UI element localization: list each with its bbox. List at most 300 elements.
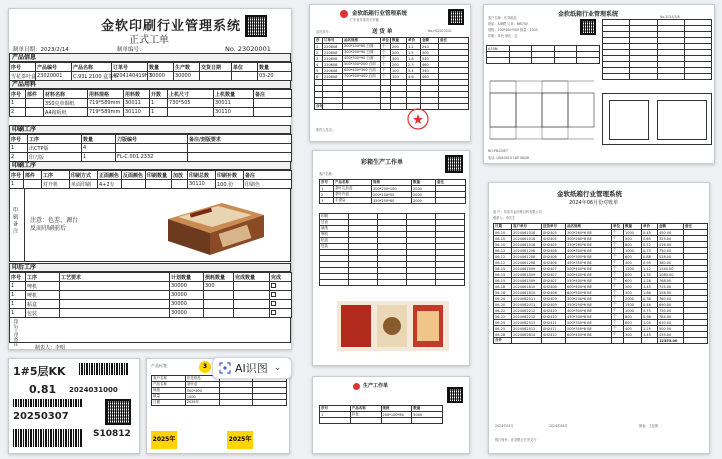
- section-material: 产品用料: [9, 80, 291, 89]
- statement-cell: 1.25: [642, 326, 658, 332]
- statement-cell: 500*350*6 BE: [566, 320, 612, 326]
- statement-cell: 600: [624, 254, 642, 260]
- statement-cell: 450*300*8 BE: [566, 314, 612, 320]
- invoice-cell: 1.5: [407, 50, 421, 56]
- invoice-cell: 100: [391, 74, 407, 80]
- invoice-phone: 送货单号：: [316, 30, 332, 34]
- post-checkbox[interactable]: [270, 282, 292, 291]
- statement-cell: 06-28: [494, 332, 512, 338]
- statement-cell: 个: [612, 236, 624, 242]
- invoice-cell: 200*100*80 白面: [343, 44, 381, 50]
- material-cell: [26, 99, 44, 108]
- product-label-cell: 2025年: [185, 400, 219, 406]
- statement-cell: SH2406: [542, 254, 566, 260]
- product-label-cell: 1000: [185, 394, 219, 400]
- production-cell: 350*250*80: [372, 198, 412, 204]
- statement-cell: 450.00: [658, 230, 684, 236]
- statement-cell: SH2410: [542, 308, 566, 314]
- statement-contact: 联系人：李先生: [493, 216, 516, 220]
- statement-total-cell: [642, 338, 658, 344]
- invoice-cell: 1.8: [407, 56, 421, 62]
- process-empty-cell: [349, 280, 378, 286]
- post-cell: 1: [10, 291, 26, 300]
- material-header-cell: 开数: [150, 90, 168, 99]
- ai-recognize-button[interactable]: [212, 357, 292, 379]
- print-cell: [116, 144, 188, 153]
- post-cell: [204, 291, 234, 300]
- statement-cell: 06-15: [494, 278, 512, 284]
- production-cell: 1: [320, 186, 334, 192]
- statement-total-row: [494, 338, 708, 344]
- statement-cell: 个: [612, 266, 624, 272]
- statement-cell: SH2411: [542, 320, 566, 326]
- statement-cell: 300*260*6 BE: [566, 230, 612, 236]
- carton-qr-icon: [580, 19, 596, 35]
- invoice-cell: 220608: [323, 62, 343, 68]
- statement-cell: 个: [612, 284, 624, 290]
- small-empty-cell: [381, 418, 412, 424]
- print-cell: [188, 144, 292, 153]
- carton-left-table: [486, 45, 600, 64]
- product-label-year-left: 2025年: [151, 431, 177, 449]
- statement-cell: 06-20: [494, 296, 512, 302]
- label-weight: 0.81: [29, 383, 57, 396]
- post-cell: [234, 291, 270, 300]
- invoice-cell: 300: [391, 56, 407, 62]
- carton-left-row: [487, 58, 600, 64]
- production-header-cell: 产品名称: [334, 180, 372, 186]
- production-qr-icon: [445, 155, 463, 173]
- product-label-cell: 产品名称: [152, 382, 186, 388]
- statement-total-cell: [542, 338, 566, 344]
- small-cell: 200*100*80: [381, 412, 412, 418]
- printing-header-cell: 印刷方式: [70, 171, 98, 180]
- statement-cell: 06-18: [494, 290, 512, 296]
- post-header-cell: 计划数量: [170, 273, 204, 282]
- material-cell: 30110: [214, 108, 254, 117]
- print-header-row: [10, 135, 292, 144]
- post-header-cell: 工序: [26, 273, 60, 282]
- invoice-cell: 2: [315, 50, 323, 56]
- statement-cell: 2024061810: [512, 284, 542, 290]
- invoice-cell: 220608: [323, 74, 343, 80]
- invoice-cell: 个: [381, 68, 391, 74]
- statement-cell: 1.35: [642, 272, 658, 278]
- statement-cell: 550*400*6 BE: [566, 278, 612, 284]
- invoice-cell: 个: [381, 44, 391, 50]
- statement-cell: 300: [624, 332, 642, 338]
- product-header-cell: 序号: [10, 63, 36, 72]
- statement-cell: 600*400*6 BE: [566, 332, 612, 338]
- statement-cell: 2024061018: [512, 230, 542, 236]
- material-header-cell: 部件: [26, 90, 44, 99]
- material-cell: 2: [10, 108, 26, 117]
- material-cell: 719*589mm: [88, 99, 124, 108]
- process-empty-cell: [378, 280, 407, 286]
- printing-header-cell: 部件: [24, 171, 42, 180]
- printing-cell: 30110: [188, 180, 216, 189]
- post-row: [10, 291, 292, 300]
- statement-cell: 个: [612, 290, 624, 296]
- material-cell: 1: [10, 99, 26, 108]
- production-header-cell: 数量: [412, 180, 436, 186]
- post-cell: 啤机: [26, 291, 60, 300]
- statement-cell: 2024061509: [512, 266, 542, 272]
- invoice-header-cell: 数量: [391, 38, 407, 44]
- post-cell: 30000: [170, 291, 204, 300]
- post-row: [10, 300, 292, 309]
- product-header-cell: 交货日期: [200, 63, 232, 72]
- print-note: 注意：色差、调台 反而印刷前后: [30, 217, 79, 232]
- production-row: [320, 198, 466, 204]
- printing-header-cell: 备注: [244, 171, 292, 180]
- main-title: 金软印刷行业管理系统: [101, 19, 242, 34]
- carton-row-2: 规格：500*400*300 数量：1000: [488, 28, 538, 32]
- statement-cell: 400: [624, 326, 642, 332]
- statement-cell: 个: [612, 248, 624, 254]
- statement-cell: 400*300*8 BE: [566, 254, 612, 260]
- statement-footer-mid: 2024年06月: [549, 424, 568, 428]
- statement-cell: 2024062513: [512, 326, 542, 332]
- post-checkbox[interactable]: [270, 300, 292, 309]
- statement-cell: 2024061208: [512, 248, 542, 254]
- statement-cell: SH2407: [542, 266, 566, 272]
- post-checkbox[interactable]: [270, 291, 292, 300]
- production-cell: 2000: [412, 198, 436, 204]
- statement-cell: 450*350*6 BE: [566, 260, 612, 266]
- print-note-area: [9, 188, 291, 262]
- production-cell: 200*100*50: [372, 192, 412, 198]
- carton-footer: 电话: LINX0019 18P 08/06: [488, 156, 530, 160]
- small-table: [319, 405, 443, 424]
- print-row: [10, 144, 292, 153]
- urgent-label: 制单编号：: [117, 47, 145, 53]
- carton-left-cell: [577, 58, 600, 64]
- statement-cell: 个: [612, 314, 624, 320]
- statement-total-cell: [684, 338, 708, 344]
- invoice-cell: 220608: [323, 56, 343, 62]
- print-header-cell: 数量: [82, 135, 116, 144]
- post-cell: 啤机: [26, 282, 60, 291]
- statement-cell: 2000: [624, 296, 642, 302]
- material-header-cell: 备注: [254, 90, 292, 99]
- statement-cell: 个: [612, 230, 624, 236]
- invoice-header-cell: 单位: [382, 38, 389, 42]
- statement-cell: SH2411: [542, 326, 566, 332]
- product-label-cell: [253, 400, 287, 406]
- statement-cell: 1080.00: [658, 272, 684, 278]
- post-cell: 300: [204, 282, 234, 291]
- process-cell: 粘盒: [320, 238, 349, 244]
- material-header-cell: 用料规格: [88, 90, 124, 99]
- invoice-sign: 收货人签名：: [316, 128, 336, 132]
- statement-cell: 1.86: [642, 290, 658, 296]
- carton-row-3: 印刷：单色 颜色：红: [488, 34, 518, 38]
- small-cell: 5000: [412, 412, 443, 418]
- production-title: 彩箱生产工作单: [361, 159, 404, 166]
- material-cell: 30011: [124, 99, 150, 108]
- production-cell: 2: [320, 192, 334, 198]
- statement-cell: 2024062513: [512, 320, 542, 326]
- statement-cell: 06-20: [494, 302, 512, 308]
- statement-cell: 500*400*8 BE: [566, 272, 612, 278]
- statement-cell: 0.75: [642, 248, 658, 254]
- carton-no: No.2024/5/8: [660, 15, 680, 19]
- post-cell: [60, 291, 170, 300]
- post-cell: [60, 282, 170, 291]
- carton-side-box: [602, 93, 712, 145]
- invoice-cell: 个: [381, 74, 391, 80]
- printing-header-cell: 正面颜色: [98, 171, 122, 180]
- statement-cell: 1000: [624, 230, 642, 236]
- product-header-cell: 产品编号: [36, 63, 72, 72]
- invoice-cell: 700*500*400 白面: [343, 74, 381, 80]
- statement-cell: SH2410: [542, 314, 566, 320]
- product-table: [9, 62, 292, 81]
- statement-cell: 630.00: [658, 320, 684, 326]
- ai-label: AI识图: [235, 362, 268, 375]
- production-sheet: [312, 150, 470, 366]
- production-process-table: [319, 213, 465, 286]
- main-subtitle: 正式工单: [129, 35, 169, 46]
- product-header-cell: 数量: [148, 63, 174, 72]
- invoice-cell: 4.6: [407, 74, 421, 80]
- statement-cell: SH2407: [542, 278, 566, 284]
- statement-header-cell: 备注: [684, 224, 708, 230]
- product-header-cell: 订单号: [112, 63, 148, 72]
- label-qr-icon: [105, 399, 131, 425]
- material-table: [9, 89, 292, 117]
- statement-cell: 416.00: [658, 242, 684, 248]
- label-num: 2024031000: [69, 386, 118, 394]
- statement-cell: 2024061208: [512, 254, 542, 260]
- statement-cell: 528.00: [658, 254, 684, 260]
- statement-cell: SH2408: [542, 284, 566, 290]
- post-note-area: [9, 317, 291, 346]
- small-production-sheet: [312, 376, 470, 454]
- print-header-cell: 工序: [28, 135, 82, 144]
- material-header-cell: 用料数: [124, 90, 150, 99]
- statement-footer-left: 2024年05月: [495, 424, 514, 428]
- section-product: 产品信息: [9, 53, 291, 62]
- statement-cell: 06-25: [494, 320, 512, 326]
- statement-header-cell: 送货单号: [542, 224, 566, 230]
- statement-cell: 06-10: [494, 230, 512, 236]
- statement-cell: 06-15: [494, 272, 512, 278]
- label-code1: 1#5层KK: [13, 365, 66, 378]
- statement-cell: 500*400*6 BE: [566, 266, 612, 272]
- statement-cell: 1500: [624, 302, 642, 308]
- statement-cell: 0.45: [642, 230, 658, 236]
- production-header-cell: 规格: [372, 180, 412, 186]
- statement-cell: 690.00: [658, 302, 684, 308]
- statement-cell: 1.45: [642, 332, 658, 338]
- statement-total-cell: [566, 338, 612, 344]
- invoice-title: 金软纸箱行业管理系统: [352, 11, 408, 17]
- printing-cell: 单面印刷: [70, 180, 98, 189]
- carton-title: 金软纸箱行业管理系统: [558, 11, 619, 18]
- statement-header-cell: 品名规格: [566, 224, 612, 230]
- statement-cell: SH2408: [542, 290, 566, 296]
- process-empty-cell: [436, 280, 465, 286]
- statement-cell: SH2405: [542, 236, 566, 242]
- statement-cell: 350*260*6 BE: [566, 242, 612, 248]
- statement-cell: 0.98: [642, 314, 658, 320]
- label-barcode-top: [79, 363, 129, 375]
- invoice-heading: 送 货 单: [372, 29, 393, 35]
- statement-cell: 760.00: [658, 296, 684, 302]
- chevron-down-icon: ⌄: [273, 363, 282, 373]
- statement-cell: 个: [612, 296, 624, 302]
- small-logo-icon: [353, 383, 360, 390]
- invoice-cell: 4: [315, 62, 323, 68]
- material-header-cell: 材料名称: [44, 90, 88, 99]
- small-cell: 1: [320, 412, 351, 418]
- print-cell: 印刀版: [28, 153, 82, 162]
- small-header-cell: 规格: [381, 406, 412, 412]
- invoice-cell: 6: [315, 74, 323, 80]
- printing-cell: 100.份: [216, 180, 244, 189]
- invoice-cell: 100: [391, 68, 407, 74]
- material-header-cell: 上机数量: [214, 90, 254, 99]
- material-cell: 1: [150, 108, 168, 117]
- material-cell: 350克单铜纸: [44, 99, 88, 108]
- statement-cell: 0.38: [642, 296, 658, 302]
- statement-cell: 2024062814: [512, 332, 542, 338]
- statement-cell: 个: [612, 320, 624, 326]
- statement-cell: 800: [624, 314, 642, 320]
- print-cell: FL-C.001.2332: [116, 153, 188, 162]
- statement-cell: 800: [624, 242, 642, 248]
- post-header-row: [10, 273, 292, 282]
- production-cell: 300*200*100: [372, 186, 412, 192]
- statement-cell: 0.95: [642, 260, 658, 266]
- section-printing: 印刷工序: [9, 161, 291, 170]
- statement-cell: 784.00: [658, 314, 684, 320]
- section-post: 印后工序: [9, 263, 291, 272]
- statement-cell: 1000: [624, 308, 642, 314]
- statement-cell: 06-15: [494, 266, 512, 272]
- process-cell: 包装: [320, 244, 349, 250]
- statement-cell: 个: [612, 332, 624, 338]
- invoice-qr-icon: [448, 9, 464, 25]
- statement-cell: 2024062011: [512, 296, 542, 302]
- invoice-header-cell: 单价: [407, 38, 421, 44]
- invoice-header-cell: 品名规格: [343, 38, 381, 44]
- invoice-cell: 200: [391, 44, 407, 50]
- product-label-year-right: 2025年: [227, 431, 253, 449]
- process-empty-cell: [320, 280, 349, 286]
- post-cell: 包装: [26, 309, 60, 318]
- statement-cell: 2024061018: [512, 236, 542, 242]
- invoice-cell: 220608: [323, 44, 343, 50]
- product-label-title: 产品标签: [151, 363, 167, 368]
- process-cell: 过油: [320, 220, 349, 226]
- invoice-cell: 220608: [323, 68, 343, 74]
- statement-cell: 2024062212: [512, 314, 542, 320]
- statement-cell: 个: [612, 278, 624, 284]
- statement-header-cell: 单价: [642, 224, 658, 230]
- order-number: No. 23020001: [225, 45, 271, 53]
- statement-header-cell: 单位: [612, 224, 624, 230]
- printing-header-cell: 印刷总数: [188, 171, 216, 180]
- carton-row-0: 客户名称：东莞纸品: [488, 16, 517, 20]
- print-header-cell: 刀版编号: [116, 135, 188, 144]
- carton-right-row: [603, 74, 712, 80]
- production-cell: 2000: [412, 192, 436, 198]
- post-header-cell: 完成: [270, 273, 292, 282]
- invoice-cell: 200: [391, 50, 407, 56]
- product-artwork-image: [337, 301, 449, 351]
- process-cell: 印刷: [320, 214, 349, 220]
- statement-cell: 个: [612, 308, 624, 314]
- production-cell: 2000: [412, 186, 436, 192]
- small-title: 生产工作单: [363, 383, 389, 389]
- post-cell: [234, 282, 270, 291]
- statement-cell: 558.00: [658, 290, 684, 296]
- carton-left-cell: [509, 58, 532, 64]
- invoice-cell: 500*300*200 白面: [343, 62, 381, 68]
- post-header-cell: 损耗数量: [204, 273, 234, 282]
- statement-cell: 2024061509: [512, 278, 542, 284]
- carton-left-cell: [487, 58, 510, 64]
- statement-cell: 1200: [624, 266, 642, 272]
- main-footer: 制表人：李明: [35, 345, 66, 351]
- statement-cell: 300*200*6 BE: [566, 296, 612, 302]
- material-cell: 719*589mm: [88, 108, 124, 117]
- statement-cell: 400*300*6 BE: [566, 308, 612, 314]
- product-label-cell: [219, 400, 253, 406]
- small-empty-row: [320, 418, 443, 424]
- invoice-table: [314, 37, 469, 110]
- statement-cell: 2024061509: [512, 272, 542, 278]
- product-label-table: [151, 375, 287, 406]
- statement-cell: 06-18: [494, 284, 512, 290]
- statement-client: 客 户：东莞市金纤维百科有限公司: [493, 210, 542, 214]
- statement-cell: 400*300*6 BE: [566, 248, 612, 254]
- print-cell: 4: [82, 144, 116, 153]
- print-cell: 2: [10, 153, 28, 162]
- invoice-header-cell: 金额: [421, 38, 439, 44]
- carton-row-1: 纸质：A/B楞 订单：MB75V: [488, 22, 528, 26]
- statement-cell: 600: [624, 320, 642, 326]
- invoice-total-cell: [439, 104, 469, 110]
- print-cell: 1: [82, 153, 116, 162]
- invoice-cell: 460: [421, 74, 439, 80]
- post-cell: 1: [10, 300, 26, 309]
- statement-cell: 个: [612, 272, 624, 278]
- invoice-cell: 220608: [323, 50, 343, 56]
- statement-cell: 500.00: [658, 326, 684, 332]
- small-empty-cell: [350, 418, 381, 424]
- invoice-cell: 2.3: [407, 62, 421, 68]
- statement-cell: 325.00: [658, 236, 684, 242]
- statement-cell: 1000: [624, 248, 642, 254]
- statement-title: 金软纸箱行业管理系统: [557, 190, 622, 198]
- product-cell: 30000: [174, 72, 200, 81]
- label-date: 20250307: [13, 411, 69, 422]
- statement-cell: SH2412: [542, 332, 566, 338]
- small-header-cell: 产品名称: [350, 406, 381, 412]
- production-header-cell: 序号: [320, 180, 334, 186]
- statement-cell: 600*400*6 BE: [566, 284, 612, 290]
- process-empty-row: [320, 280, 465, 286]
- statement-header-cell: 客户单号: [512, 224, 542, 230]
- statement-cell: SH2406: [542, 260, 566, 266]
- statement-cell: 1.28: [642, 278, 658, 284]
- invoice-cell: 1: [315, 44, 323, 50]
- invoice-cell: 5: [315, 68, 323, 74]
